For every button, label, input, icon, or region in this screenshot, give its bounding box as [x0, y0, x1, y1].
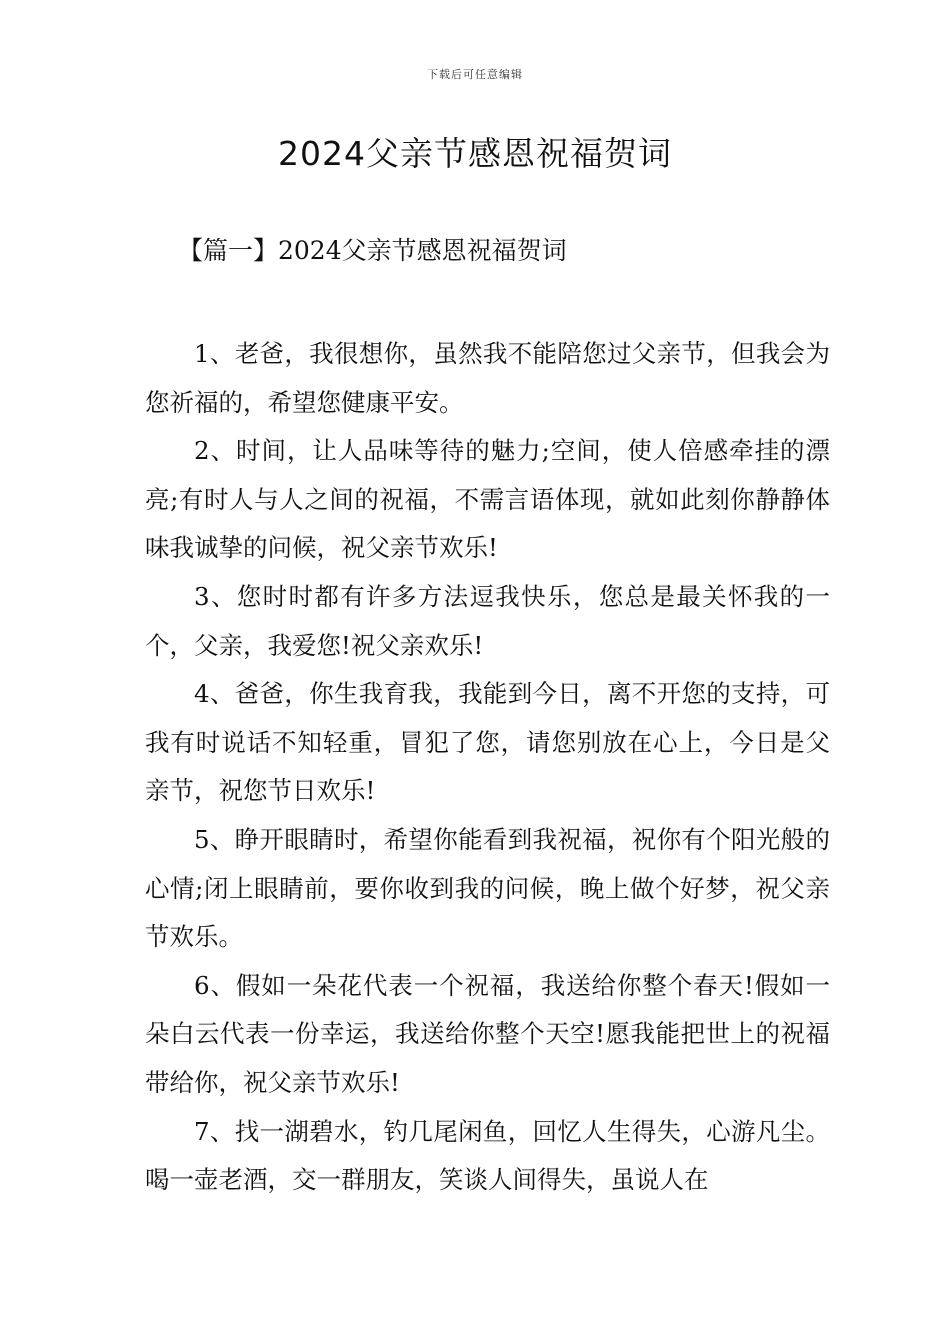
body-text — [145, 330, 830, 1205]
paragraph: 6、假如一朵花代表一个祝福，我送给你整个春天!假如一朵白云代表一份幸运，我送给你整个天空!愿我能把世上的祝福带给你，祝父亲节欢乐! — [145, 970, 830, 1097]
paragraph: 1、老爸，我很想你，虽然我不能陪您过父亲节，但我会为您祈福的，希望您健康平安。 — [145, 339, 830, 417]
paragraph: 3、您时时都有许多方法逗我快乐，您总是最关怀我的一个，父亲，我爱您!祝父亲欢乐! — [145, 581, 830, 660]
document-title: 2024父亲节感恩祝福贺词 — [278, 134, 672, 173]
section-heading: 【篇一】2024父亲节感恩祝福贺词 — [178, 236, 567, 265]
header-note: 下载后可任意编辑 — [427, 68, 523, 81]
paragraph: 5、睁开眼睛时，希望你能看到我祝福，祝你有个阳光般的心情;闭上眼睛前，要你收到我的问候，晚上做个好梦，祝父亲节欢乐。 — [145, 824, 830, 952]
paragraph: 4、爸爸，你生我育我，我能到今日，离不开您的支持，可我有时说话不知轻重，冒犯了您，请您别放在心上，今日是父亲节，祝您节日欢乐! — [145, 679, 830, 806]
paragraph: 2、时间，让人品味等待的魅力;空间，使人倍感牵挂的漂亮;有时人与人之间的祝福，不需言语体现，就如此刻你静静体味我诚挚的问候，祝父亲节欢乐! — [145, 436, 830, 563]
paragraph: 7、找一湖碧水，钓几尾闲鱼，回忆人生得失，心游凡尘。喝一壶老酒，交一群朋友，笑谈人间得失，虽说人在 — [145, 1116, 830, 1195]
